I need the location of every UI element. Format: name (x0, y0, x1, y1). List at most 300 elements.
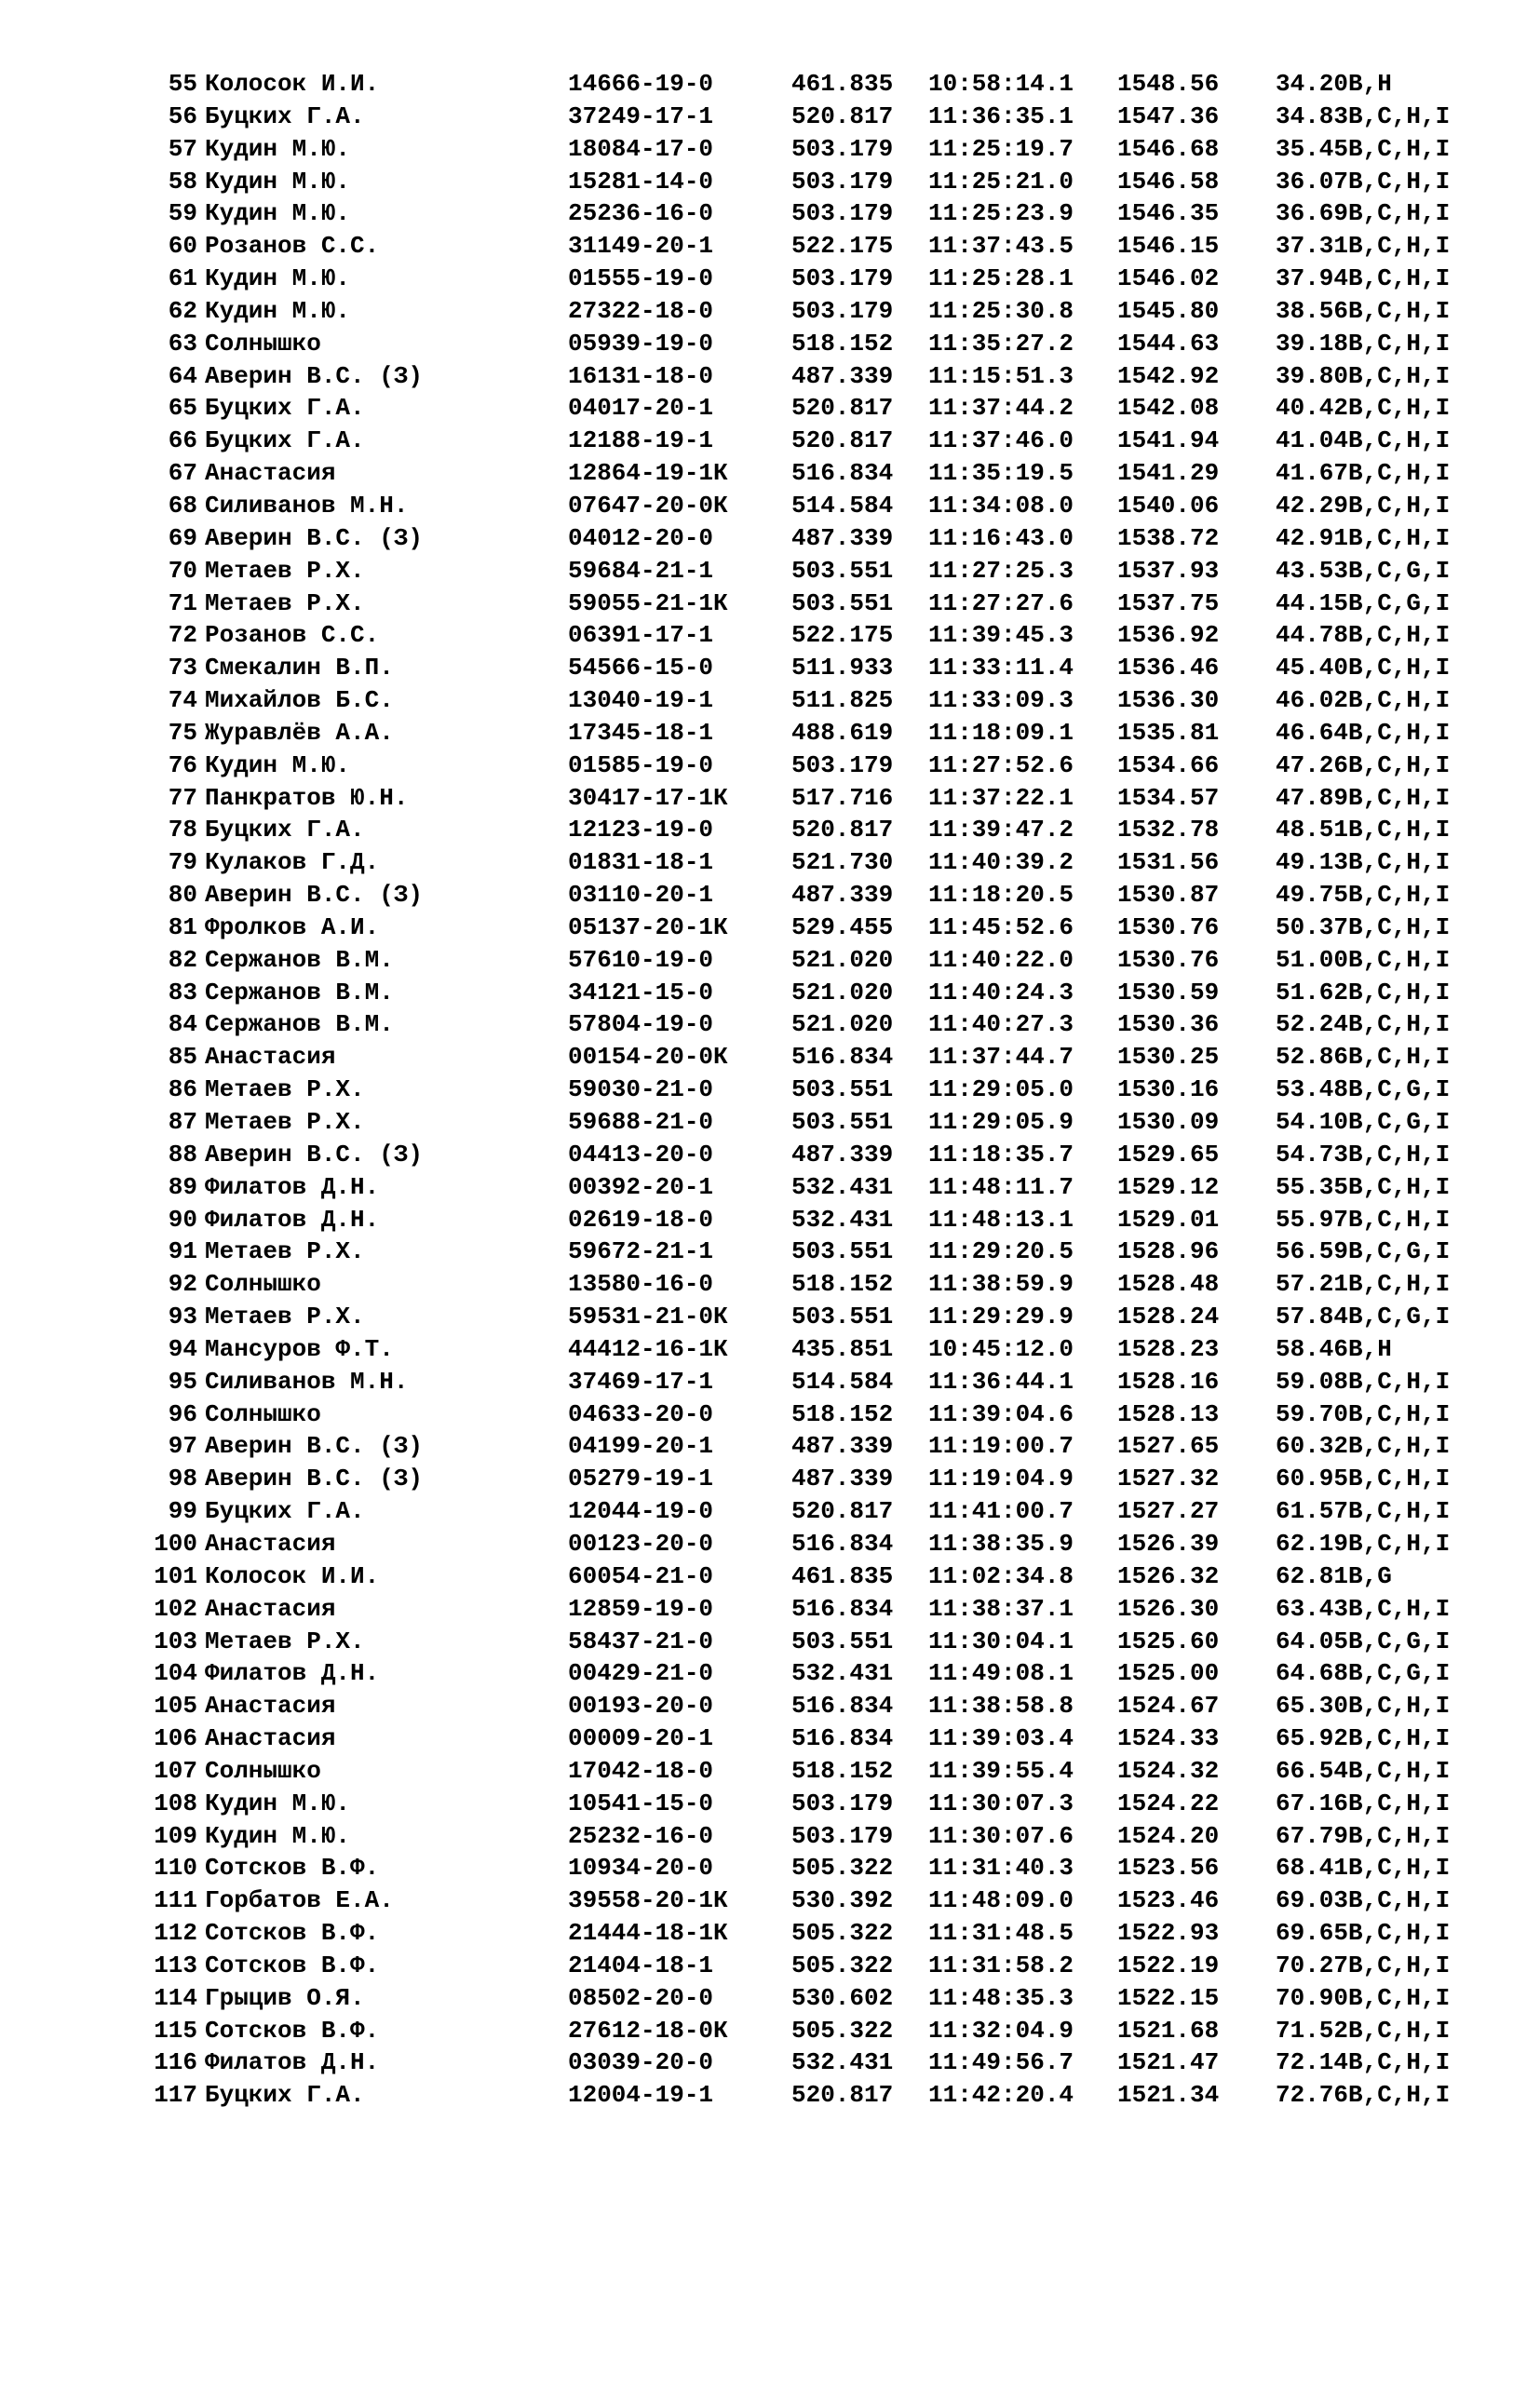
ring-number: 25232-16-0 (568, 1821, 714, 1850)
distance: 503.179 (791, 296, 894, 325)
categories: B,C,H,I (1348, 1270, 1451, 1299)
categories: B,C,H,I (1348, 1172, 1451, 1201)
results-table (0, 68, 1540, 2112)
distance: 516.834 (791, 1724, 894, 1753)
speed: 1524.33 (1117, 1724, 1220, 1753)
speed: 1524.22 (1117, 1789, 1220, 1817)
categories: B,C,H,I (1348, 945, 1451, 974)
points: 39.18 (1276, 329, 1349, 358)
fancier-name: Филатов Д.Н. (205, 1205, 380, 1234)
speed: 1530.76 (1117, 912, 1220, 941)
distance: 516.834 (791, 1692, 894, 1721)
fancier-name: Сержанов В.М. (205, 978, 394, 1006)
points: 42.91 (1276, 523, 1349, 552)
points: 63.43 (1276, 1594, 1349, 1623)
ring-number: 07647-20-0К (568, 491, 728, 520)
ring-number: 00154-20-0К (568, 1043, 728, 1072)
speed: 1547.36 (1117, 101, 1220, 130)
speed: 1525.60 (1117, 1627, 1220, 1655)
result-row (0, 1268, 1540, 1301)
position: 105 (154, 1692, 197, 1721)
distance: 521.730 (791, 848, 894, 877)
arrival-time: 11:16:43.0 (928, 523, 1074, 552)
categories: B,C,G,I (1348, 1075, 1451, 1104)
points: 67.16 (1276, 1789, 1349, 1817)
position: 78 (168, 816, 197, 844)
distance: 516.834 (791, 1529, 894, 1558)
distance: 514.584 (791, 1367, 894, 1396)
points: 71.52 (1276, 2016, 1349, 2045)
speed: 1544.63 (1117, 329, 1220, 358)
result-row (0, 1366, 1540, 1398)
distance: 520.817 (791, 101, 894, 130)
speed: 1524.32 (1117, 1756, 1220, 1785)
categories: B,C,H,I (1348, 654, 1451, 682)
categories: B,C,H,I (1348, 1951, 1451, 1979)
fancier-name: Аверин В.С. (З) (205, 361, 424, 390)
categories: B,C,H,I (1348, 686, 1451, 715)
distance: 503.179 (791, 1789, 894, 1817)
distance: 503.551 (791, 1303, 894, 1331)
arrival-time: 11:38:58.8 (928, 1692, 1074, 1721)
fancier-name: Метаев Р.Х. (205, 1075, 365, 1104)
ring-number: 21404-18-1 (568, 1951, 714, 1979)
position: 92 (168, 1270, 197, 1299)
ring-number: 30417-17-1К (568, 783, 728, 812)
distance: 532.431 (791, 2048, 894, 2077)
speed: 1523.46 (1117, 1886, 1220, 1915)
ring-number: 15281-14-0 (568, 167, 714, 196)
points: 64.05 (1276, 1627, 1349, 1655)
speed: 1523.56 (1117, 1854, 1220, 1883)
fancier-name: Аверин В.С. (З) (205, 1140, 424, 1168)
categories: B,C,H,I (1348, 1140, 1451, 1168)
ring-number: 00193-20-0 (568, 1692, 714, 1721)
arrival-time: 11:02:34.8 (928, 1561, 1074, 1590)
speed: 1528.96 (1117, 1237, 1220, 1266)
position: 102 (154, 1594, 197, 1623)
speed: 1534.66 (1117, 750, 1220, 779)
ring-number: 34121-15-0 (568, 978, 714, 1006)
categories: B,C,H,I (1348, 394, 1451, 423)
fancier-name: Кудин М.Ю. (205, 199, 351, 228)
arrival-time: 11:37:44.7 (928, 1043, 1074, 1072)
distance: 503.179 (791, 1821, 894, 1850)
distance: 521.020 (791, 1010, 894, 1039)
speed: 1540.06 (1117, 491, 1220, 520)
fancier-name: Анастасия (205, 1043, 336, 1072)
points: 37.31 (1276, 232, 1349, 261)
result-row (0, 1690, 1540, 1722)
fancier-name: Аверин В.С. (З) (205, 1465, 424, 1493)
arrival-time: 11:25:28.1 (928, 264, 1074, 293)
distance: 487.339 (791, 361, 894, 390)
ring-number: 58437-21-0 (568, 1627, 714, 1655)
fancier-name: Буцких Г.А. (205, 1497, 365, 1526)
points: 54.73 (1276, 1140, 1349, 1168)
arrival-time: 11:39:04.6 (928, 1399, 1074, 1428)
categories: B,C,H,I (1348, 523, 1451, 552)
position: 61 (168, 264, 197, 293)
position: 111 (154, 1886, 197, 1915)
fancier-name: Кулаков Г.Д. (205, 848, 380, 877)
categories: B,C,H,I (1348, 1854, 1451, 1883)
points: 45.40 (1276, 654, 1349, 682)
speed: 1524.20 (1117, 1821, 1220, 1850)
ring-number: 06391-17-1 (568, 621, 714, 650)
result-row (0, 1204, 1540, 1236)
fancier-name: Филатов Д.Н. (205, 1659, 380, 1688)
result-row (0, 587, 1540, 620)
points: 54.10 (1276, 1108, 1349, 1136)
position: 104 (154, 1659, 197, 1688)
speed: 1530.59 (1117, 978, 1220, 1006)
position: 112 (154, 1919, 197, 1948)
result-row (0, 750, 1540, 782)
position: 72 (168, 621, 197, 650)
arrival-time: 11:15:51.3 (928, 361, 1074, 390)
distance: 503.179 (791, 199, 894, 228)
fancier-name: Метаев Р.Х. (205, 1627, 365, 1655)
fancier-name: Сержанов В.М. (205, 1010, 394, 1039)
position: 93 (168, 1303, 197, 1331)
points: 62.81 (1276, 1561, 1349, 1590)
points: 65.92 (1276, 1724, 1349, 1753)
categories: B,C,H,I (1348, 1692, 1451, 1721)
position: 56 (168, 101, 197, 130)
points: 61.57 (1276, 1497, 1349, 1526)
categories: B,C,G,I (1348, 556, 1451, 585)
result-row (0, 1528, 1540, 1560)
ring-number: 04413-20-0 (568, 1140, 714, 1168)
points: 49.75 (1276, 881, 1349, 910)
result-row (0, 1106, 1540, 1139)
ring-number: 13040-19-1 (568, 686, 714, 715)
position: 110 (154, 1854, 197, 1883)
arrival-time: 11:40:27.3 (928, 1010, 1074, 1039)
fancier-name: Фролков А.И. (205, 912, 380, 941)
points: 41.67 (1276, 459, 1349, 488)
categories: B,C,H,I (1348, 101, 1451, 130)
fancier-name: Силиванов М.Н. (205, 491, 409, 520)
ring-number: 12004-19-1 (568, 2081, 714, 2110)
result-row (0, 814, 1540, 846)
fancier-name: Панкратов Ю.Н. (205, 783, 409, 812)
result-row (0, 1657, 1540, 1690)
categories: B,C,H,I (1348, 1919, 1451, 1948)
result-row (0, 1788, 1540, 1820)
distance: 516.834 (791, 1043, 894, 1072)
arrival-time: 11:38:59.9 (928, 1270, 1074, 1299)
distance: 505.322 (791, 1951, 894, 1979)
ring-number: 04017-20-1 (568, 394, 714, 423)
arrival-time: 11:45:52.6 (928, 912, 1074, 941)
points: 68.41 (1276, 1854, 1349, 1883)
arrival-time: 11:37:22.1 (928, 783, 1074, 812)
points: 44.78 (1276, 621, 1349, 650)
fancier-name: Метаев Р.Х. (205, 1108, 365, 1136)
speed: 1530.76 (1117, 945, 1220, 974)
result-row (0, 1722, 1540, 1755)
points: 67.79 (1276, 1821, 1349, 1850)
arrival-time: 11:31:58.2 (928, 1951, 1074, 1979)
distance: 516.834 (791, 459, 894, 488)
result-row (0, 133, 1540, 166)
result-row (0, 2079, 1540, 2112)
distance: 532.431 (791, 1172, 894, 1201)
distance: 503.179 (791, 750, 894, 779)
position: 94 (168, 1334, 197, 1363)
ring-number: 01585-19-0 (568, 750, 714, 779)
fancier-name: Анастасия (205, 1724, 336, 1753)
ring-number: 27322-18-0 (568, 296, 714, 325)
position: 90 (168, 1205, 197, 1234)
categories: B,C,H,I (1348, 783, 1451, 812)
fancier-name: Кудин М.Ю. (205, 296, 351, 325)
position: 59 (168, 199, 197, 228)
distance: 520.817 (791, 394, 894, 423)
points: 44.15 (1276, 588, 1349, 617)
arrival-time: 11:27:27.6 (928, 588, 1074, 617)
categories: B,C,H,I (1348, 1886, 1451, 1915)
result-row (0, 1430, 1540, 1463)
ring-number: 05939-19-0 (568, 329, 714, 358)
categories: B,C,H,I (1348, 1983, 1451, 2012)
arrival-time: 11:42:20.4 (928, 2081, 1074, 2110)
categories: B,C,G,I (1348, 1627, 1451, 1655)
fancier-name: Журавлёв А.А. (205, 718, 394, 747)
distance: 517.716 (791, 783, 894, 812)
distance: 461.835 (791, 70, 894, 98)
position: 64 (168, 361, 197, 390)
points: 49.13 (1276, 848, 1349, 877)
arrival-time: 11:18:09.1 (928, 718, 1074, 747)
distance: 522.175 (791, 621, 894, 650)
categories: B,C,H,I (1348, 1367, 1451, 1396)
fancier-name: Буцких Г.А. (205, 426, 365, 455)
fancier-name: Буцких Г.А. (205, 2081, 365, 2110)
fancier-name: Метаев Р.Х. (205, 588, 365, 617)
fancier-name: Сотсков В.Ф. (205, 1919, 380, 1948)
position: 87 (168, 1108, 197, 1136)
distance: 505.322 (791, 2016, 894, 2045)
points: 41.04 (1276, 426, 1349, 455)
distance: 487.339 (791, 523, 894, 552)
speed: 1526.30 (1117, 1594, 1220, 1623)
arrival-time: 11:36:44.1 (928, 1367, 1074, 1396)
fancier-name: Солнышко (205, 1270, 321, 1299)
speed: 1525.00 (1117, 1659, 1220, 1688)
ring-number: 02619-18-0 (568, 1205, 714, 1234)
result-row (0, 2015, 1540, 2047)
arrival-time: 11:31:48.5 (928, 1919, 1074, 1948)
categories: B,C,H,I (1348, 361, 1451, 390)
distance: 532.431 (791, 1659, 894, 1688)
categories: B,C,H,I (1348, 199, 1451, 228)
fancier-name: Аверин В.С. (З) (205, 881, 424, 910)
speed: 1530.87 (1117, 881, 1220, 910)
categories: B,C,G,I (1348, 1108, 1451, 1136)
ring-number: 44412-16-1К (568, 1334, 728, 1363)
categories: B,C,H,I (1348, 1010, 1451, 1039)
points: 55.97 (1276, 1205, 1349, 1234)
position: 95 (168, 1367, 197, 1396)
position: 63 (168, 329, 197, 358)
speed: 1524.67 (1117, 1692, 1220, 1721)
position: 98 (168, 1465, 197, 1493)
speed: 1527.27 (1117, 1497, 1220, 1526)
points: 57.84 (1276, 1303, 1349, 1331)
points: 52.24 (1276, 1010, 1349, 1039)
ring-number: 59531-21-0К (568, 1303, 728, 1331)
arrival-time: 11:39:55.4 (928, 1756, 1074, 1785)
result-row (0, 1884, 1540, 1917)
distance: 530.392 (791, 1886, 894, 1915)
categories: B,C,H,I (1348, 1399, 1451, 1428)
position: 62 (168, 296, 197, 325)
categories: B,C,H,I (1348, 2048, 1451, 2077)
categories: B,C,H,I (1348, 134, 1451, 163)
ring-number: 57610-19-0 (568, 945, 714, 974)
distance: 518.152 (791, 1756, 894, 1785)
categories: B,C,H,I (1348, 459, 1451, 488)
result-row (0, 1463, 1540, 1495)
result-row (0, 782, 1540, 815)
ring-number: 59684-21-1 (568, 556, 714, 585)
categories: B,G (1348, 1561, 1392, 1590)
categories: B,C,H,I (1348, 2016, 1451, 2045)
position: 71 (168, 588, 197, 617)
position: 68 (168, 491, 197, 520)
points: 48.51 (1276, 816, 1349, 844)
result-row (0, 1495, 1540, 1528)
distance: 518.152 (791, 1270, 894, 1299)
fancier-name: Колосок И.И. (205, 1561, 380, 1590)
speed: 1521.68 (1117, 2016, 1220, 2045)
points: 66.54 (1276, 1756, 1349, 1785)
arrival-time: 11:25:30.8 (928, 296, 1074, 325)
distance: 518.152 (791, 1399, 894, 1428)
speed: 1527.65 (1117, 1432, 1220, 1461)
points: 56.59 (1276, 1237, 1349, 1266)
arrival-time: 11:31:40.3 (928, 1854, 1074, 1883)
speed: 1541.94 (1117, 426, 1220, 455)
distance: 511.933 (791, 654, 894, 682)
result-row (0, 619, 1540, 652)
result-row (0, 1626, 1540, 1658)
arrival-time: 11:33:09.3 (928, 686, 1074, 715)
arrival-time: 11:40:22.0 (928, 945, 1074, 974)
distance: 511.825 (791, 686, 894, 715)
fancier-name: Филатов Д.Н. (205, 2048, 380, 2077)
position: 103 (154, 1627, 197, 1655)
arrival-time: 11:29:05.0 (928, 1075, 1074, 1104)
speed: 1530.16 (1117, 1075, 1220, 1104)
speed: 1532.78 (1117, 816, 1220, 844)
distance: 503.179 (791, 167, 894, 196)
ring-number: 21444-18-1К (568, 1919, 728, 1948)
fancier-name: Буцких Г.А. (205, 816, 365, 844)
arrival-time: 11:49:56.7 (928, 2048, 1074, 2077)
result-row (0, 1560, 1540, 1593)
position: 82 (168, 945, 197, 974)
categories: B,C,H,I (1348, 426, 1451, 455)
speed: 1522.15 (1117, 1983, 1220, 2012)
arrival-time: 11:38:35.9 (928, 1529, 1074, 1558)
points: 34.20 (1276, 70, 1349, 98)
fancier-name: Анастасия (205, 1529, 336, 1558)
arrival-time: 10:58:14.1 (928, 70, 1074, 98)
position: 60 (168, 232, 197, 261)
points: 58.46 (1276, 1334, 1349, 1363)
distance: 522.175 (791, 232, 894, 261)
arrival-time: 11:29:29.9 (928, 1303, 1074, 1331)
fancier-name: Аверин В.С. (З) (205, 523, 424, 552)
categories: B,C,H,I (1348, 912, 1451, 941)
ring-number: 16131-18-0 (568, 361, 714, 390)
arrival-time: 10:45:12.0 (928, 1334, 1074, 1363)
ring-number: 10934-20-0 (568, 1854, 714, 1883)
points: 36.69 (1276, 199, 1349, 228)
result-row (0, 230, 1540, 263)
position: 91 (168, 1237, 197, 1266)
result-row (0, 490, 1540, 522)
result-row (0, 977, 1540, 1009)
ring-number: 03110-20-1 (568, 881, 714, 910)
result-row (0, 652, 1540, 684)
fancier-name: Сотсков В.Ф. (205, 1854, 380, 1883)
ring-number: 00123-20-0 (568, 1529, 714, 1558)
ring-number: 12044-19-0 (568, 1497, 714, 1526)
position: 115 (154, 2016, 197, 2045)
result-row (0, 1171, 1540, 1204)
speed: 1541.29 (1117, 459, 1220, 488)
categories: B,H (1348, 1334, 1392, 1363)
position: 101 (154, 1561, 197, 1590)
points: 70.90 (1276, 1983, 1349, 2012)
ring-number: 04012-20-0 (568, 523, 714, 552)
fancier-name: Кудин М.Ю. (205, 134, 351, 163)
points: 42.29 (1276, 491, 1349, 520)
speed: 1535.81 (1117, 718, 1220, 747)
speed: 1528.23 (1117, 1334, 1220, 1363)
arrival-time: 11:48:13.1 (928, 1205, 1074, 1234)
ring-number: 08502-20-0 (568, 1983, 714, 2012)
fancier-name: Солнышко (205, 329, 321, 358)
distance: 520.817 (791, 816, 894, 844)
speed: 1536.46 (1117, 654, 1220, 682)
ring-number: 12123-19-0 (568, 816, 714, 844)
categories: B,C,H,I (1348, 1497, 1451, 1526)
arrival-time: 11:30:07.3 (928, 1789, 1074, 1817)
points: 40.42 (1276, 394, 1349, 423)
arrival-time: 11:48:35.3 (928, 1983, 1074, 2012)
arrival-time: 11:19:04.9 (928, 1465, 1074, 1493)
categories: B,C,H,I (1348, 848, 1451, 877)
result-row (0, 197, 1540, 230)
speed: 1531.56 (1117, 848, 1220, 877)
ring-number: 14666-19-0 (568, 70, 714, 98)
arrival-time: 11:40:24.3 (928, 978, 1074, 1006)
position: 83 (168, 978, 197, 1006)
result-row (0, 1139, 1540, 1171)
position: 116 (154, 2048, 197, 2077)
distance: 532.431 (791, 1205, 894, 1234)
speed: 1529.12 (1117, 1172, 1220, 1201)
fancier-name: Анастасия (205, 459, 336, 488)
speed: 1522.19 (1117, 1951, 1220, 1979)
points: 57.21 (1276, 1270, 1349, 1299)
